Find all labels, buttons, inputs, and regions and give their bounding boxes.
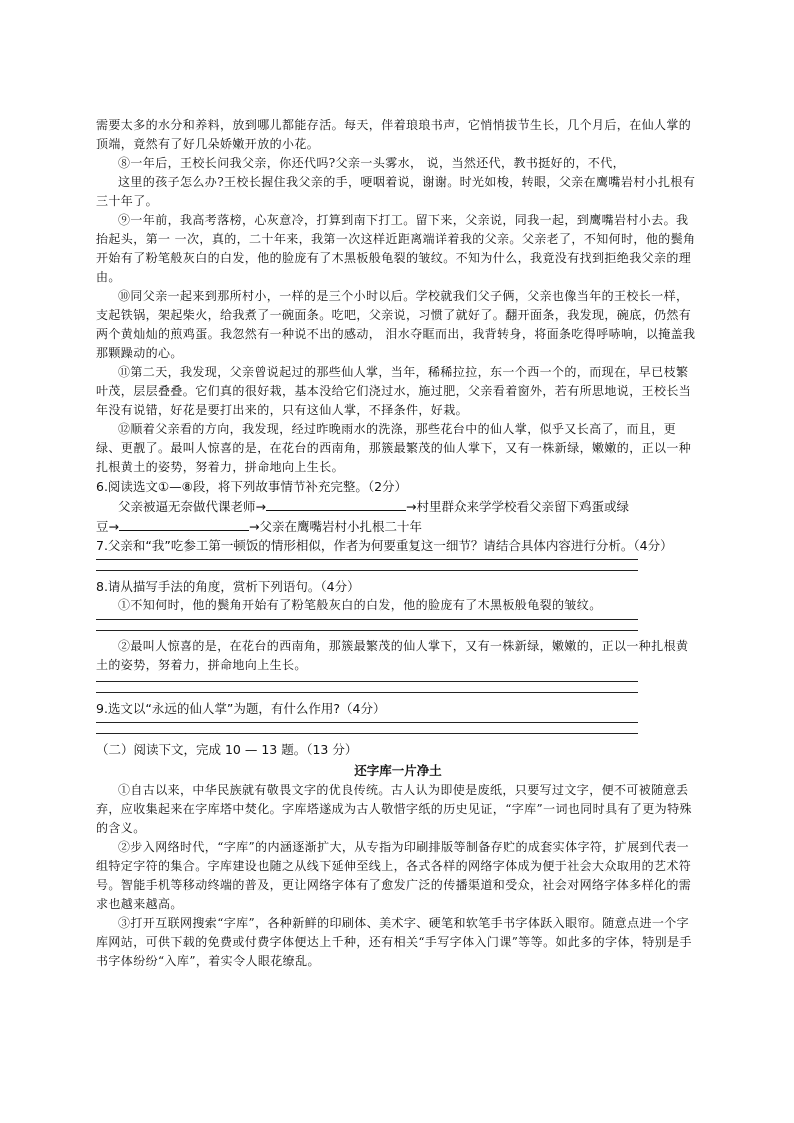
- question-7: [96, 536, 700, 577]
- paragraph-continued: 需要太多的水分和养料，放到哪儿都能存活。每天，伴着琅琅书声，它悄悄拔节生长，几个月后，在仙人掌的顶端，竟然有了好几朵娇嫩开放的小花。: [96, 118, 692, 151]
- article-title: 还字库一片净土: [354, 763, 442, 778]
- answer-blank-1[interactable]: [266, 496, 406, 511]
- fill-text-a: 父亲被逼无奈做代课老师→: [118, 499, 266, 514]
- section-2-paragraph-1: ①自古以来，中华民族就有敬畏文字的优良传统。古人认为即使是废纸，只要写过文字，便不可被随意丢弃，应收集起来在字库塔中焚化。字库塔遂成为古人敬惜字纸的历史见证，“字库”一词也同时具有了更为特殊的含义。: [96, 783, 692, 835]
- paragraph-11: ⑪第二天，我发现，父亲曾说起过的那些仙人掌，当年，稀稀拉拉，东一个西一个的，而现在，早已枝繁叶茂，层层叠叠。它们真的很好栽，基本没给它们浇过水，施过肥，父亲看着窗外，若有所思地说，王校长当年没有说错，好花是要打出来的，只有这仙人掌，不择条件，好栽。: [96, 365, 692, 417]
- question-8: [96, 577, 700, 699]
- section-2-paragraph-3: ③打开互联网搜索“字库”，各种新鲜的印刷体、美术字、硬笔和软笔手书字体跃入眼帘。随意点进一个字库网站，可供下载的免费或付费字体便达上千种，还有相关“手写字体入门课”等等。如此多的字体，特别是手书字体纷纷“入库”，着实令人眼花缭乱。: [96, 916, 692, 968]
- fill-text-b: →村里群众来学学校看父亲留下鸡蛋或绿: [405, 499, 629, 514]
- paragraph-12: ⑫顺着父亲看的方向，我发现，经过昨晚雨水的洗涤，那些花台中的仙人掌，似乎又长高了，而且，更绿、更靓了。最叫人惊喜的是，在花台的西南角，那簇最繁茂的仙人掌下，又有一株新绿，嫩嫩的，正以一种扎根黄土的姿势，努着力，拼命地向上生长。: [96, 422, 692, 474]
- passage-section: [96, 116, 700, 477]
- exam-page: [96, 116, 700, 971]
- question-6-fill-row-2: [96, 516, 700, 536]
- question-9-prompt: 9.选文以“永远的仙人掌”为题，有什么作用?（4分）: [96, 701, 386, 716]
- fill-text-d: →父亲在鹰嘴岩村小扎根二十年: [248, 519, 422, 534]
- question-8-item-1: ①不知何时，他的鬓角开始有了粉笔般灰白的白发，他的脸庞有了木黑板般龟裂的皱纹。: [118, 598, 602, 612]
- question-7-prompt: 7.父亲和“我”吃参工第一顿饭的情形相似，作者为何要重复这一细节？请结合具体内容进行分析。（4分）: [96, 538, 673, 553]
- answer-blank-2[interactable]: [119, 516, 249, 531]
- fill-text-c: 豆→: [96, 519, 119, 534]
- paragraph-8-continued: 这里的孩子怎么办?王校长握住我父亲的手，哽咽着说，谢谢。时光如梭，转眼，父亲在鹰嘴岩村小扎根有三十年了。: [96, 175, 696, 208]
- question-8-item-2: ②最叫人惊喜的是，在花台的西南角，那簇最繁茂的仙人掌下，又有一株新绿，嫩嫩的，正以一种扎根黄土的姿势，努着力，拼命地向上生长。: [96, 639, 689, 672]
- question-8-prompt: 8.请从描写手法的角度，赏析下列语句。（4分）: [96, 579, 360, 594]
- question-6: [96, 477, 700, 536]
- paragraph-10: ⑩同父亲一起来到那所村小，一样的是三个小时以后。学校就我们父子俩，父亲也像当年的王校长一样，支起铁锅，架起柴火，给我煮了一碗面条。吃吧，父亲说，习惯了就好了。翻开面条，我发现，碗底，仍然有两个黄灿灿的煎鸡蛋。我忽然有一种说不出的感动， 泪水夺眶而出，我背转身，将面条吃得呼哧响，以掩盖我那颗躁动的心。: [96, 289, 696, 360]
- section-2-paragraph-2: ②步入网络时代，“字库”的内涵逐渐扩大，从专指为印刷排版等制备存贮的成套实体字符，扩展到代表一组特定字符的集合。字库建设也随之从线下延伸至线上，各式各样的网络字体成为便于社会大众取用的艺术符号。智能手机等移动终端的普及，更让网络字体有了愈发广泛的传播渠道和受众，社会对网络字体多样化的需求也越来越高。: [96, 840, 692, 911]
- paragraph-9: ⑨一年前，我高考落榜，心灰意冷，打算到南下打工。留下来，父亲说，同我一起，到鹰嘴岩村小去。我抬起头，第一 一次，真的，二十年来，我第一次这样近距离端详着我的父亲。父亲老了，不知何时，他的鬓角开始有了粉笔般灰白的白发，他的脸庞有了木黑板般龟裂的皱纹。不知为什么，我竟没有找到拒绝我父亲的理由。: [96, 213, 696, 284]
- section-2-heading: （二）阅读下文，完成 10 — 13 题。（13 分）: [96, 742, 358, 757]
- section-2: [96, 740, 700, 971]
- question-9: [96, 699, 700, 740]
- question-6-prompt: 6.阅读选文①—⑧段，将下列故事情节补充完整。（2分）: [96, 479, 408, 494]
- question-6-fill-row-1: [96, 496, 700, 516]
- paragraph-8: ⑧一年后，王校长问我父亲，你还代吗?父亲一头雾水， 说，当然还代，教书挺好的，不代，: [118, 156, 626, 170]
